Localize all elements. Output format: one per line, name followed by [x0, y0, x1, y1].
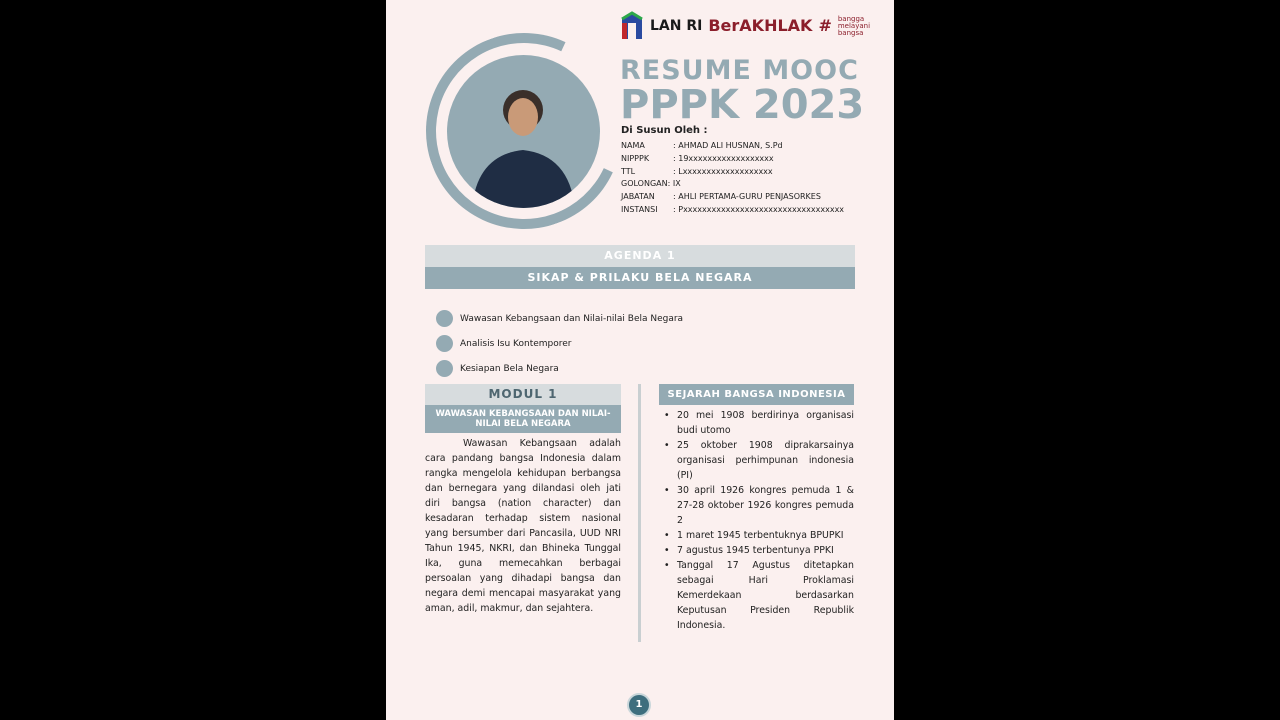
topic-list: [436, 306, 683, 381]
sejarah-title: SEJARAH BANGSA INDONESIA: [659, 384, 854, 405]
modul-subtitle: WAWASAN KEBANGSAAN DAN NILAI-NILAI BELA NEGARA: [425, 405, 621, 433]
info-value: : Pxxxxxxxxxxxxxxxxxxxxxxxxxxxxxxxxxx: [673, 204, 845, 214]
info-value: : AHMAD ALI HUSNAN, S.Pd: [673, 141, 783, 150]
list-item: • 20 mei 1908 berdirinya organisasi budi utomo: [664, 408, 854, 438]
hashtag-icon: #: [818, 16, 832, 35]
berakhlak-logo: BerAKHLAK: [708, 16, 813, 35]
info-key: GOLONGAN: [621, 179, 668, 189]
info-key: TTL: [621, 166, 636, 176]
lan-logo-text: LAN RI: [650, 18, 703, 34]
info-value: : AHLI PERTAMA-GURU PENJASORKES: [673, 192, 821, 202]
list-item: • 25 oktober 1908 diprakarsainya organisasi perhimpunan indonesia (PI): [664, 438, 854, 483]
list-item: • 7 agustus 1945 terbentunya PPKI: [664, 543, 854, 558]
info-key: INSTANSI: [621, 204, 658, 214]
topic-item: Wawasan Kebangsaan dan Nilai-nilai Bela Negara: [436, 306, 683, 331]
info-key: NIPPPK: [621, 153, 650, 163]
info-key: JABATAN: [621, 192, 655, 202]
person-icon: [447, 55, 600, 208]
author-heading: Di Susun Oleh :: [621, 125, 708, 136]
logo-bar: [620, 8, 870, 44]
agenda-label: AGENDA 1: [425, 245, 855, 267]
lan-logo-icon: [620, 11, 644, 41]
document-page: [386, 0, 894, 720]
list-item: • 30 april 1926 kongres pemuda 1 & 27-28 oktober 1926 kongres pemuda 2: [664, 483, 854, 528]
title-line-2: PPPK 2023: [620, 82, 865, 128]
bmb-logo: bangga melayani bangsa: [837, 14, 871, 37]
bullet-dot-icon: [436, 360, 453, 377]
topic-item: Analisis Isu Kontemporer: [436, 331, 683, 356]
page-number: 1: [627, 693, 651, 717]
list-item: • 1 maret 1945 terbentuknya BPUPKI: [664, 528, 854, 543]
author-info: [621, 140, 844, 217]
info-value: : 19xxxxxxxxxxxxxxxxxx: [673, 153, 774, 163]
info-value: : Lxxxxxxxxxxxxxxxxxxx: [673, 166, 773, 176]
modul-label: MODUL 1: [425, 384, 621, 405]
column-divider: [638, 384, 641, 642]
bullet-dot-icon: [436, 335, 453, 352]
author-photo: [447, 55, 600, 208]
bullet-dot-icon: [436, 310, 453, 327]
agenda-title: SIKAP & PRILAKU BELA NEGARA: [425, 267, 855, 289]
list-item: • Tanggal 17 Agustus ditetapkan sebagai Hari Proklamasi Kemerdekaan berdasarkan Keputusan Presiden Republik Indonesia.: [664, 558, 854, 633]
info-value: : IX: [667, 179, 681, 189]
topic-item: Kesiapan Bela Negara: [436, 356, 683, 381]
modul-text: Wawasan Kebangsaan adalah cara pandang bangsa Indonesia dalam rangka mengelola kehidupan berbangsa dan bernegara yang dilandasi oleh jati diri bangsa (nation character) dan kesadaran terhadap sistem nasional yang bersumber dari Pancasila, UUD NRI Tahun 1945, NKRI, dan Bhineka Tunggal Ika, guna memecahkan berbagai persoalan yang dihadapi bangsa dan negara demi mencapai masyarakat yang aman, adil, makmur, dan sejahtera.: [425, 438, 621, 614]
title-line-1: RESUME MOOC: [620, 55, 859, 86]
sejarah-list: [664, 408, 854, 633]
info-key: NAMA: [621, 141, 645, 150]
